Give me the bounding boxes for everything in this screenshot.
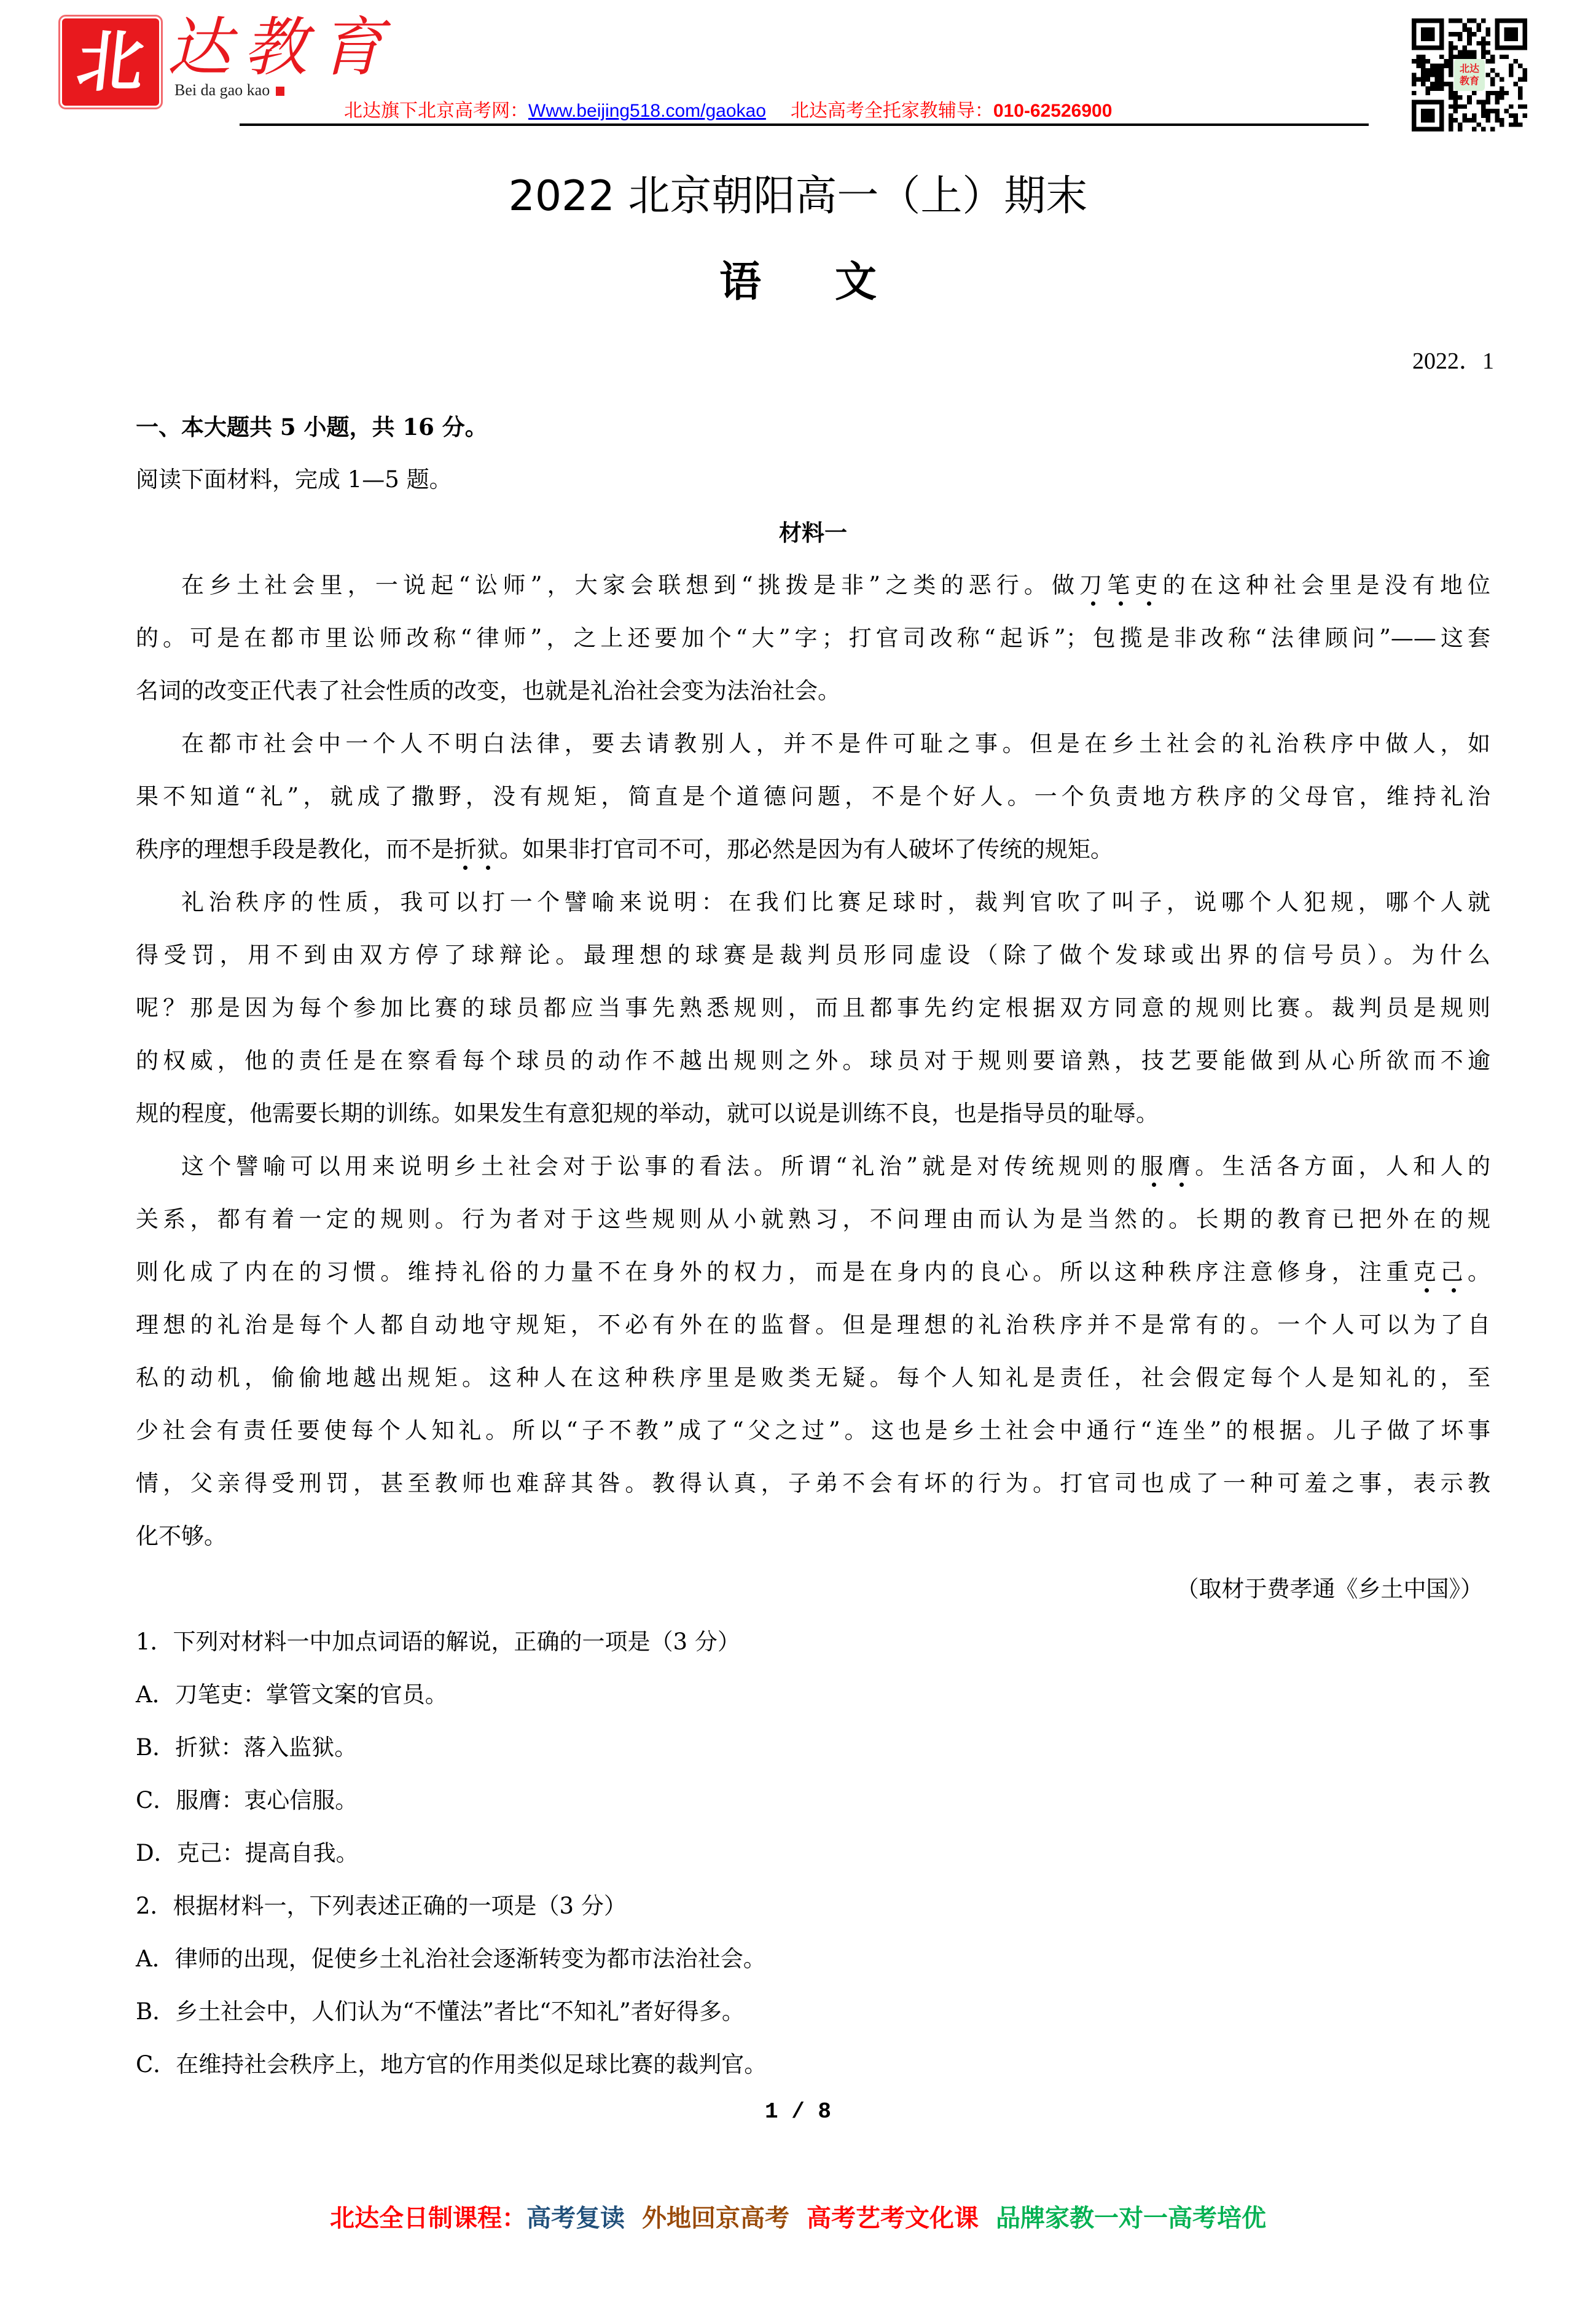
text-line: [136, 1774, 1490, 1827]
emphasized-char: 己: [1440, 1259, 1468, 1285]
logo-subtitle: [174, 81, 284, 100]
emphasized-char: 克: [1413, 1259, 1441, 1285]
text-line: [136, 1880, 1490, 1933]
header-divider: [240, 123, 1369, 126]
site-label: 北达旗下北京高考网：: [344, 101, 528, 121]
text-line: [136, 929, 1490, 982]
text-line: [136, 665, 1490, 718]
footer-item-1: 外地回京高考: [642, 2205, 789, 2232]
text-segment: 这个譬喻可以用来说明乡土社会对于讼事的看法。所谓“礼治”就是对传统规则的: [181, 1153, 1141, 1179]
qr-logo-caption: 北达教育: [1459, 63, 1479, 87]
text-segment: 关系，都有着一定的规则。行为者对于这些规则从小就熟习，不问理由而认为是当然的。长期的教育已把外在的规: [136, 1206, 1490, 1232]
text-segment: 的在这种社会里是没有地位: [1162, 572, 1491, 598]
emphasized-char: 刀: [1079, 572, 1108, 598]
text-segment: 化不够。: [136, 1523, 227, 1549]
text-line: [136, 1087, 1490, 1140]
text-segment: 礼治秩序的性质，我可以打一个譬喻来说明：在我们比赛足球时，裁判官吹了叫子，说哪个人犯规，哪个人就: [181, 889, 1490, 915]
text-line: [136, 1668, 1490, 1721]
page-title: 2022 北京朝阳高一（上）期末: [508, 172, 1088, 221]
text-line: [136, 1616, 1490, 1668]
exam-date: 2022．1: [1412, 348, 1494, 374]
text-segment: 私的动机，偷偷地越出规矩。这种人在这种秩序里是败类无疑。每个人知礼是责任，社会假定每个人是知礼的，至: [136, 1364, 1490, 1391]
text-segment: B．折狱：落入监狱。: [136, 1734, 358, 1761]
text-segment: 果不知道“礼”，就成了撒野，没有规矩，简直是个道德问题，不是个好人。一个负责地方秩序的父母官，维持礼治: [136, 783, 1490, 810]
text-segment: 在乡土社会里，一说起“讼师”，大家会联想到“挑拨是非”之类的恶行。做: [181, 572, 1080, 598]
text-line: [136, 1563, 1490, 1616]
subject-char-1: 语: [719, 258, 761, 307]
text-line: [136, 1457, 1490, 1510]
text-segment: 得受罚，用不到由双方停了球辩论。最理想的球赛是裁判员形同虚设（除了做个发球或出界的信号员）。为什么: [136, 942, 1490, 968]
text-line: [136, 1510, 1490, 1563]
text-line: [136, 1246, 1490, 1299]
text-segment: 规的程度，他需要长期的训练。如果发生有意犯规的举动，就可以说是训练不良，也是指导员的耻辱。: [136, 1100, 1159, 1127]
logo-square-icon: [276, 87, 284, 96]
footer-label: 北达全日制课程：: [330, 2205, 526, 2232]
tutor-label: 北达高考全托家教辅导：: [790, 101, 993, 121]
text-segment: 少社会有责任要使每个人知礼。所以“子不教”成了“父之过”。这也是乡土社会中通行“连坐”的根据。儿子做了坏事: [136, 1417, 1490, 1444]
text-segment: B．乡土社会中，人们认为“不懂法”者比“不知礼”者好得多。: [136, 1998, 745, 2025]
qr-logo-badge: [1454, 59, 1485, 91]
text-segment: 1．下列对材料一中加点词语的解说，正确的一项是（3 分）: [136, 1629, 740, 1655]
tutor-phone: 010-62526900: [993, 101, 1113, 121]
text-segment: 材料一: [779, 519, 847, 546]
emphasized-char: 膺: [1167, 1153, 1195, 1179]
text-line: [136, 1351, 1490, 1404]
text-segment: 阅读下面材料，完成 1—5 题。: [136, 466, 452, 493]
text-line: [136, 1404, 1490, 1457]
text-segment: 理想的礼治是每个人都自动地守规矩，不必有外在的监督。但是理想的礼治秩序并不是常有的。一个人可以为了自: [136, 1312, 1490, 1338]
site-link[interactable]: Www.beijing518.com/gaokao: [528, 101, 766, 121]
text-line: [136, 1721, 1490, 1774]
text-segment: A．刀笔吏：掌管文案的官员。: [136, 1681, 448, 1708]
emphasized-char: 笔: [1107, 572, 1135, 598]
text-segment: C．在维持社会秩序上，地方官的作用类似足球比赛的裁判官。: [136, 2051, 767, 2078]
qr-code: [1412, 18, 1527, 131]
text-segment: 秩序的理想手段是教化，而不是: [136, 836, 454, 862]
text-segment: 2．根据材料一，下列表述正确的一项是（3 分）: [136, 1893, 627, 1919]
text-line: [136, 2038, 1490, 2091]
text-line: [136, 718, 1490, 770]
text-segment: A．律师的出现，促使乡土礼治社会逐渐转变为都市法治社会。: [136, 1946, 766, 1972]
text-segment: 的。可是在都市里讼师改称“律师”，之上还要加个“大”字；打官司改称“起诉”；包揽是非改称“法律顾问”——这套: [136, 625, 1490, 651]
page-number: 1 / 8: [764, 2099, 832, 2124]
text-line: [136, 1299, 1490, 1351]
text-line: [136, 401, 1490, 453]
text-segment: 名词的改变正代表了社会性质的改变，也就是礼治社会变为法治社会。: [136, 678, 840, 704]
subject-char-2: 文: [835, 258, 877, 307]
text-line: [136, 1985, 1490, 2038]
footer-item-2: 高考艺考文化课: [807, 2205, 979, 2232]
text-line: [136, 506, 1490, 559]
text-segment: D．克己：提高自我。: [136, 1840, 359, 1866]
emphasized-char: 服: [1140, 1153, 1168, 1179]
footer-item-0: 高考复读: [526, 2205, 625, 2232]
text-line: [136, 1827, 1490, 1880]
footer-item-3: 品牌家教一对一高考培优: [996, 2205, 1266, 2232]
text-line: [136, 612, 1490, 665]
text-line: [136, 823, 1490, 876]
emphasized-char: 吏: [1135, 572, 1163, 598]
text-segment: 一、本大题共 5 小题，共 16 分。: [136, 413, 488, 440]
text-segment: 。如果非打官司不可，那必然是因为有人破坏了传统的规矩。: [499, 836, 1113, 862]
text-line: [136, 453, 1490, 506]
text-line: [136, 982, 1490, 1035]
text-line: [136, 559, 1490, 612]
logo-wordmark: 达教育: [167, 10, 396, 85]
text-segment: （取材于费孝通《乡土中国》）: [1176, 1576, 1483, 1602]
logo-subtitle-text: Bei da gao kao: [174, 81, 270, 99]
text-segment: 情，父亲得受刑罚，甚至教师也难辞其咎。教得认真，子弟不会有坏的行为。打官司也成了一种可羞之事，表示教: [136, 1470, 1490, 1496]
text-segment: 在都市社会中一个人不明白法律，要去请教别人，并不是件可耻之事。但是在乡土社会的礼治秩序中做人，如: [181, 730, 1490, 757]
text-segment: 则化成了内在的习惯。维持礼俗的力量不在身外的权力，而是在身内的良心。所以这种秩序注意修身，注重: [136, 1259, 1414, 1285]
logo-mark: [62, 18, 159, 106]
text-line: [136, 876, 1490, 929]
text-line: [136, 770, 1490, 823]
emphasized-char: 狱: [477, 836, 499, 862]
header-banner: [344, 101, 1112, 122]
text-segment: 的权威，他的责任是在察看每个球员的动作不越出规则之外。球员对于规则要谙熟，技艺要能做到从心所欲而不逾: [136, 1047, 1490, 1074]
text-segment: C．服膺：衷心信服。: [136, 1787, 358, 1813]
footer-banner: [0, 2204, 1596, 2232]
text-segment: 呢？那是因为每个参加比赛的球员都应当事先熟悉规则，而且都事先约定根据双方同意的规则比赛。裁判员是规则: [136, 995, 1490, 1021]
text-line: [136, 1193, 1490, 1246]
text-line: [136, 1035, 1490, 1087]
logo-mark-glyph: 北: [73, 23, 148, 101]
document-body: [136, 401, 1490, 2091]
text-line: [136, 1933, 1490, 1985]
text-segment: 。: [1468, 1259, 1491, 1285]
emphasized-char: 折: [454, 836, 477, 862]
text-segment: 。生活各方面，人和人的: [1195, 1153, 1491, 1179]
text-line: [136, 1140, 1490, 1193]
subject-heading: [0, 258, 1596, 307]
